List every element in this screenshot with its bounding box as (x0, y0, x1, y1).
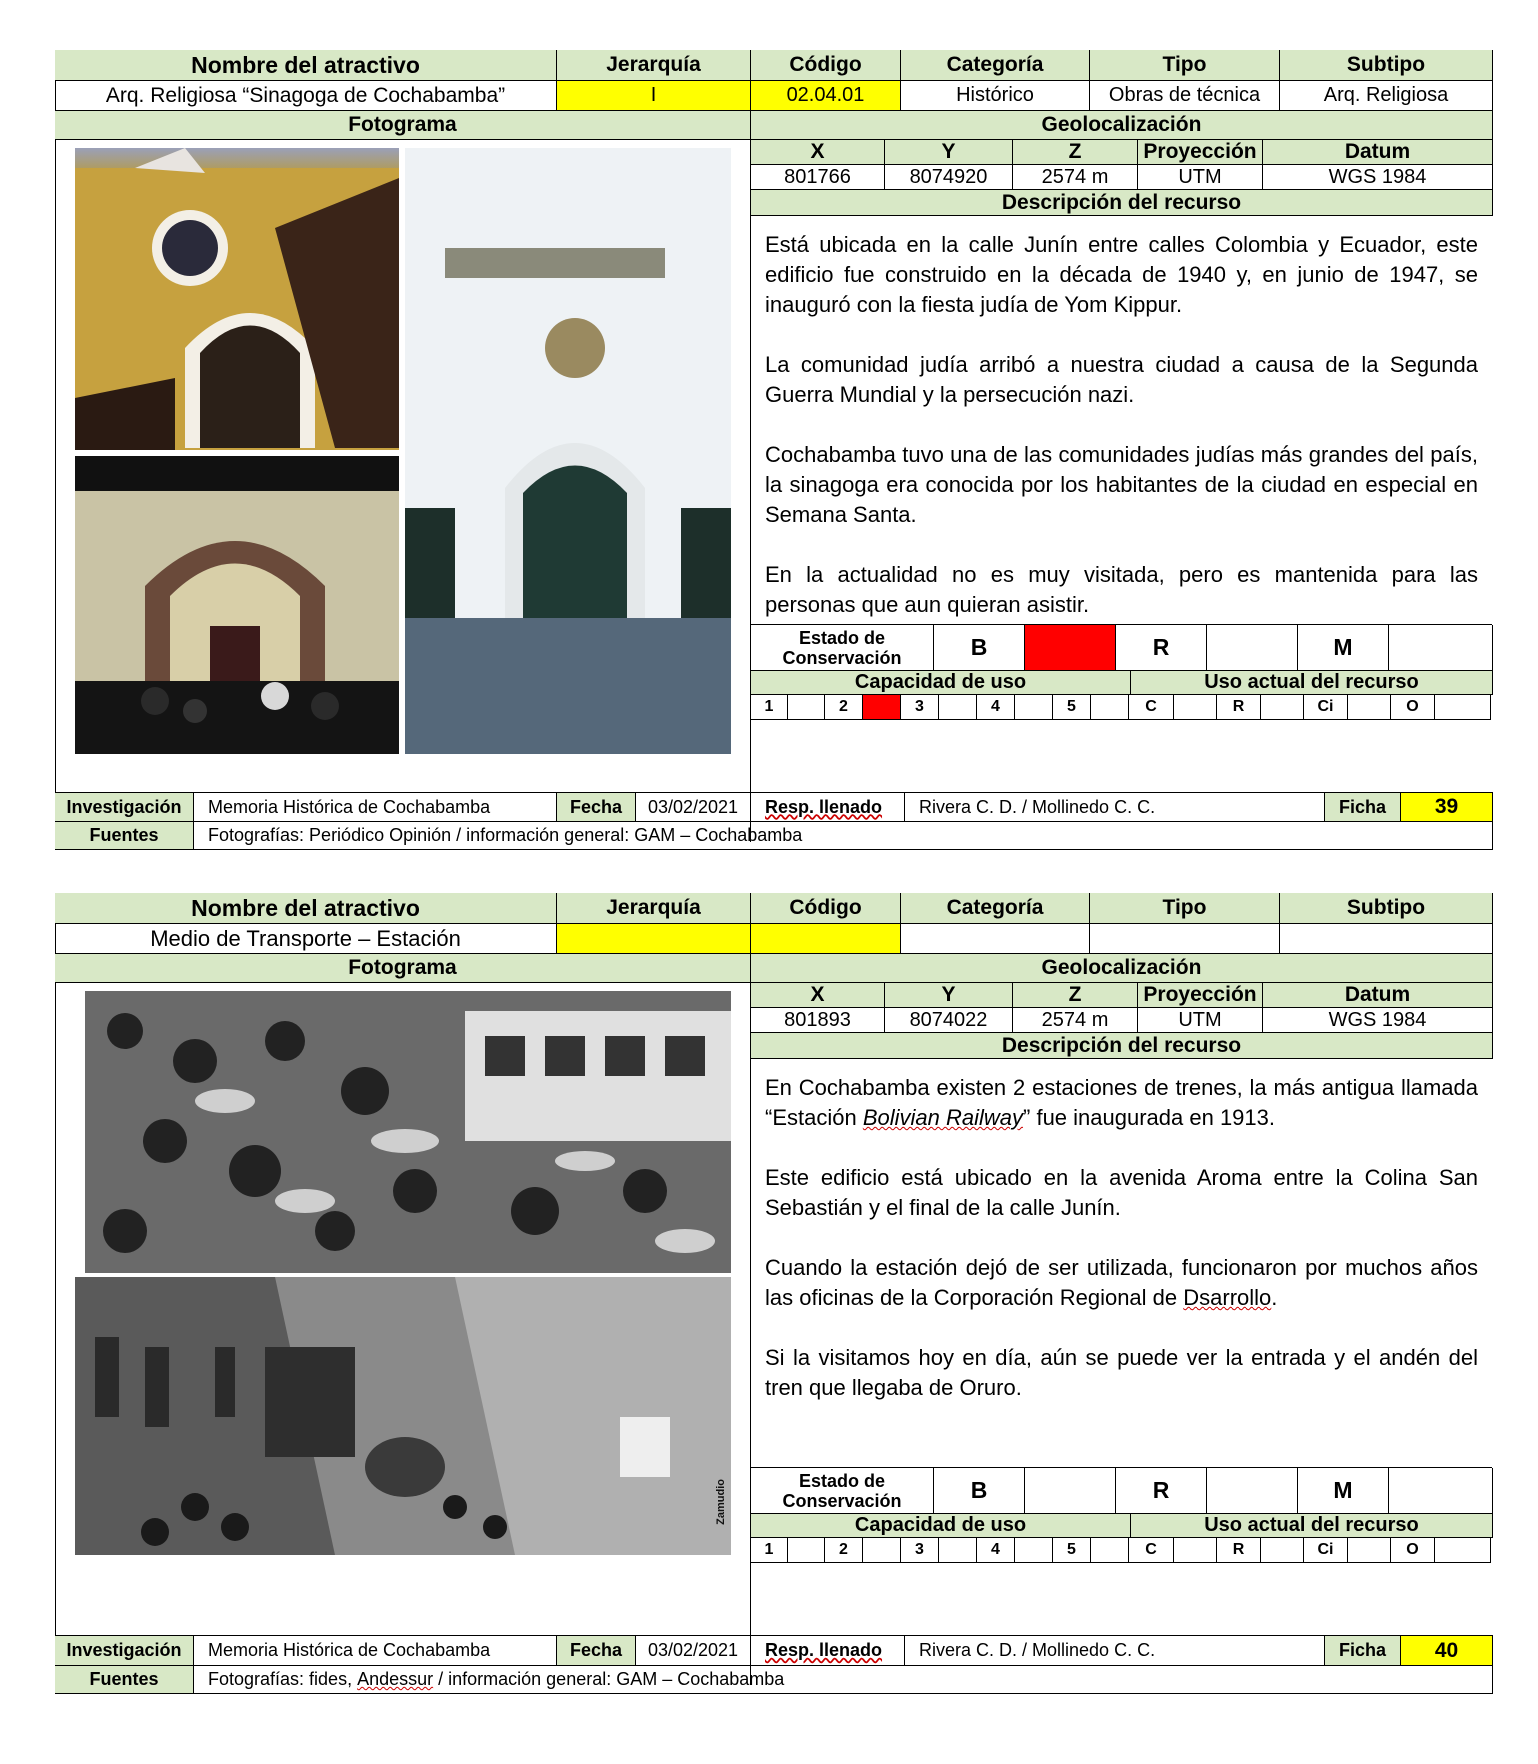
geolocalizacion-header: Geolocalización (751, 111, 1493, 140)
ficha-card-39 (55, 50, 1493, 850)
fuentes-label: Fuentes (55, 1666, 194, 1694)
categoria-value (901, 924, 1090, 954)
descripcion-paragraph: Este edificio está ubicado en la avenida Aroma entre la Colina San Sebastián y el final de la calle Junín. (765, 1165, 1478, 1220)
resp-value: Rivera C. D. / Mollinedo C. C. (905, 1636, 1325, 1666)
datum-value: WGS 1984 (1263, 165, 1493, 190)
fuentes-value: Fotografías: fides, Andessur / información general: GAM – Cochabamba (194, 1666, 1493, 1694)
resp-value: Rivera C. D. / Mollinedo C. C. (905, 793, 1325, 822)
uso-o: O (1391, 1538, 1435, 1563)
tipo-header: Tipo (1090, 50, 1280, 81)
nombre-header: Nombre del atractivo (55, 50, 557, 81)
uso-o-box (1435, 695, 1491, 720)
ficha-label: Ficha (1325, 793, 1401, 822)
descripcion-paragraph: Está ubicada en la calle Junín entre calles Colombia y Ecuador, este edificio fue construido en la década de 1940 y, en junio de 1947, se inauguró con la fiesta judía de Yom Kippur. (765, 232, 1478, 317)
fecha-value: 03/02/2021 (636, 793, 751, 822)
station-street-photo (75, 1277, 731, 1555)
descripcion-text (751, 1059, 1492, 1468)
nombre-header: Nombre del atractivo (55, 893, 557, 924)
fotograma-area (55, 983, 751, 1685)
capacidad-1: 1 (751, 1538, 788, 1563)
proyeccion-value: UTM (1138, 165, 1263, 190)
synagogue-old-photo (405, 148, 731, 754)
ficha-card-40 (55, 893, 1493, 1694)
z-header: Z (1013, 140, 1138, 165)
tipo-value (1090, 924, 1280, 954)
investigacion-label: Investigación (55, 1636, 194, 1666)
estado-b-mark (1025, 625, 1116, 671)
z-header: Z (1013, 983, 1138, 1008)
capacidad-4-box (1015, 1538, 1053, 1563)
capacidad-2-box (863, 695, 901, 720)
x-value: 801893 (751, 1008, 885, 1033)
estado-m-mark (1389, 1468, 1493, 1514)
x-value: 801766 (751, 165, 885, 190)
fuentes-label: Fuentes (55, 822, 194, 850)
codigo-header: Código (751, 50, 901, 81)
capacidad-2: 2 (825, 695, 863, 720)
capacidad-5-box (1091, 695, 1129, 720)
uso-c: C (1129, 1538, 1174, 1563)
uso-r-box (1261, 695, 1304, 720)
subtipo-header: Subtipo (1280, 893, 1493, 924)
fecha-label: Fecha (557, 793, 636, 822)
descripcion-text (751, 216, 1492, 625)
fuentes-value: Fotografías: Periódico Opinión / información general: GAM – Cochabamba (194, 822, 1493, 850)
estado-r-label: R (1116, 1468, 1207, 1514)
descripcion-header: Descripción del recurso (751, 190, 1493, 216)
estado-b-mark (1025, 1468, 1116, 1514)
photo-credit: Zamudio (715, 1479, 727, 1525)
datum-value: WGS 1984 (1263, 1008, 1493, 1033)
codigo-value (751, 924, 901, 954)
codigo-value: 02.04.01 (751, 81, 901, 111)
ficha-number: 39 (1401, 793, 1493, 822)
fecha-label: Fecha (557, 1636, 636, 1666)
uso-r: R (1217, 695, 1261, 720)
fotograma-header: Fotograma (55, 954, 751, 983)
capacidad-5: 5 (1053, 695, 1091, 720)
estado-b-label: B (934, 1468, 1025, 1514)
jerarquia-value (557, 924, 751, 954)
uso-r: R (1217, 1538, 1261, 1563)
y-header: Y (885, 983, 1013, 1008)
capacidad-4: 4 (977, 695, 1015, 720)
geolocalizacion-header: Geolocalización (751, 954, 1493, 983)
capacidad-2: 2 (825, 1538, 863, 1563)
fotograma-header: Fotograma (55, 111, 751, 140)
jerarquia-value: I (557, 81, 751, 111)
categoria-value: Histórico (901, 81, 1090, 111)
synagogue-facade-photo (75, 148, 399, 450)
estado-r-mark (1207, 625, 1298, 671)
proyeccion-value: UTM (1138, 1008, 1263, 1033)
proyeccion-header: Proyección (1138, 983, 1263, 1008)
tipo-value: Obras de técnica (1090, 81, 1280, 111)
tipo-header: Tipo (1090, 893, 1280, 924)
categoria-header: Categoría (901, 50, 1090, 81)
capacidad-4-box (1015, 695, 1053, 720)
x-header: X (751, 140, 885, 165)
uso-ci: Ci (1304, 695, 1348, 720)
resp-label: Resp. llenado (751, 1636, 905, 1666)
subtipo-header: Subtipo (1280, 50, 1493, 81)
station-crowd-photo (85, 991, 731, 1273)
estado-r-mark (1207, 1468, 1298, 1514)
uso-ci-box (1348, 695, 1391, 720)
y-value: 8074920 (885, 165, 1013, 190)
estado-m-label: M (1298, 625, 1389, 671)
uso-ci: Ci (1304, 1538, 1348, 1563)
capacidad-header: Capacidad de uso (751, 1514, 1131, 1538)
uso-o: O (1391, 695, 1435, 720)
y-header: Y (885, 140, 1013, 165)
descripcion-paragraph: En Cochabamba existen 2 estaciones de trenes, la más antigua llamada “Estación Bolivian Railway” fue inaugurada en 1913. (765, 1075, 1478, 1130)
y-value: 8074022 (885, 1008, 1013, 1033)
capacidad-2-box (863, 1538, 901, 1563)
uso-o-box (1435, 1538, 1491, 1563)
capacidad-3-box (939, 695, 977, 720)
estado-label: Estado de Conservación (751, 625, 934, 671)
uso-ci-box (1348, 1538, 1391, 1563)
uso-r-box (1261, 1538, 1304, 1563)
synagogue-interior-photo (75, 456, 399, 754)
descripcion-paragraph: Cochabamba tuvo una de las comunidades judías más grandes del país, la sinagoga era conocida por los habitantes de la ciudad en especial en Semana Santa. (765, 442, 1478, 527)
capacidad-1-box (788, 1538, 825, 1563)
uso-c-box (1174, 695, 1217, 720)
subtipo-value: Arq. Religiosa (1280, 81, 1493, 111)
descripcion-paragraph: Cuando la estación dejó de ser utilizada, funcionaron por muchos años las oficinas de la Corporación Regional de Dsarrollo. (765, 1255, 1478, 1310)
uso-actual-header: Uso actual del recurso (1131, 671, 1493, 695)
estado-b-label: B (934, 625, 1025, 671)
estado-label: Estado de Conservación (751, 1468, 934, 1514)
datum-header: Datum (1263, 983, 1493, 1008)
descripcion-paragraph: En la actualidad no es muy visitada, pero es mantenida para las personas que aun quieran asistir. (765, 562, 1478, 617)
investigacion-label: Investigación (55, 793, 194, 822)
capacidad-1-box (788, 695, 825, 720)
capacidad-3-box (939, 1538, 977, 1563)
investigacion-value: Memoria Histórica de Cochabamba (194, 1636, 557, 1666)
descripcion-paragraph: La comunidad judía arribó a nuestra ciudad a causa de la Segunda Guerra Mundial y la persecución nazi. (765, 352, 1478, 407)
subtipo-value (1280, 924, 1493, 954)
x-header: X (751, 983, 885, 1008)
capacidad-5-box (1091, 1538, 1129, 1563)
capacidad-1: 1 (751, 695, 788, 720)
descripcion-header: Descripción del recurso (751, 1033, 1493, 1059)
estado-m-mark (1389, 625, 1493, 671)
proyeccion-header: Proyección (1138, 140, 1263, 165)
codigo-header: Código (751, 893, 901, 924)
ficha-number: 40 (1401, 1636, 1493, 1666)
z-value: 2574 m (1013, 165, 1138, 190)
estado-m-label: M (1298, 1468, 1389, 1514)
descripcion-paragraph: Si la visitamos hoy en día, aún se puede ver la entrada y el andén del tren que llegaba de Oruro. (765, 1345, 1478, 1400)
capacidad-header: Capacidad de uso (751, 671, 1131, 695)
investigacion-value: Memoria Histórica de Cochabamba (194, 793, 557, 822)
datum-header: Datum (1263, 140, 1493, 165)
uso-c: C (1129, 695, 1174, 720)
capacidad-3: 3 (901, 1538, 939, 1563)
z-value: 2574 m (1013, 1008, 1138, 1033)
uso-c-box (1174, 1538, 1217, 1563)
capacidad-5: 5 (1053, 1538, 1091, 1563)
jerarquia-header: Jerarquía (557, 893, 751, 924)
capacidad-4: 4 (977, 1538, 1015, 1563)
jerarquia-header: Jerarquía (557, 50, 751, 81)
fecha-value: 03/02/2021 (636, 1636, 751, 1666)
estado-r-label: R (1116, 625, 1207, 671)
nombre-value: Arq. Religiosa “Sinagoga de Cochabamba” (55, 81, 557, 111)
ficha-label: Ficha (1325, 1636, 1401, 1666)
uso-actual-header: Uso actual del recurso (1131, 1514, 1493, 1538)
capacidad-3: 3 (901, 695, 939, 720)
resp-label: Resp. llenado (751, 793, 905, 822)
fotograma-area (55, 140, 751, 842)
categoria-header: Categoría (901, 893, 1090, 924)
nombre-value: Medio de Transporte – Estación (55, 924, 557, 954)
